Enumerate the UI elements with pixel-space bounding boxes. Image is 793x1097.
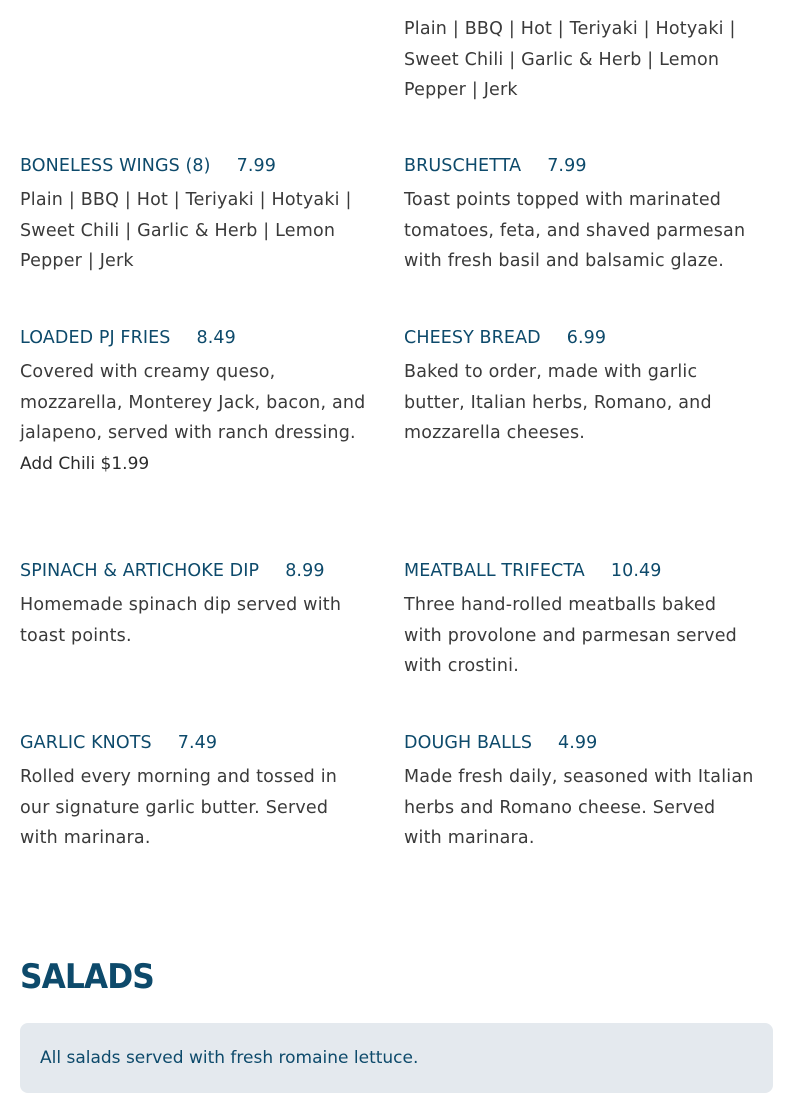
menu-item-description: Covered with creamy queso, mozzarella, Monterey Jack, bacon, and jalapeno, served with ranch dressing. (20, 362, 366, 444)
menu-item-bruschetta (404, 155, 754, 277)
section-title-salads: SALADS (20, 957, 154, 997)
menu-item-description: Plain | BBQ | Hot | Teriyaki | Hotyaki | Sweet Chili | Garlic & Herb | Lemon Pepper | Jerk (20, 190, 352, 272)
menu-item-header (20, 327, 370, 349)
menu-item-header (404, 155, 754, 177)
menu-item-description: Made fresh daily, seasoned with Italian herbs and Romano cheese. Served with marinara. (404, 767, 754, 849)
menu-item-price: 7.99 (236, 156, 276, 176)
menu-item-name: CHEESY BREAD (404, 328, 541, 348)
menu-item-name: BRUSCHETTA (404, 156, 522, 176)
menu-item-name: MEATBALL TRIFECTA (404, 561, 585, 581)
menu-item-price: 6.99 (566, 328, 607, 348)
menu-item-garlic-knots (20, 732, 370, 854)
menu-item-header (20, 560, 370, 582)
menu-item-name: LOADED PJ FRIES (20, 328, 171, 348)
menu-item-price: 10.49 (610, 561, 662, 581)
menu-item-name: BONELESS WINGS (8) (20, 156, 211, 176)
menu-item-header (20, 155, 370, 177)
menu-item-description: Rolled every morning and tossed in our signature garlic butter. Served with marinara. (20, 767, 338, 849)
menu-item-description: Toast points topped with marinated tomatoes, feta, and shaved parmesan with fresh basil and balsamic glaze. (404, 190, 746, 272)
menu-item-price: 8.49 (196, 328, 236, 348)
menu-item-description: Baked to order, made with garlic butter, Italian herbs, Romano, and mozzarella cheeses. (404, 362, 712, 444)
menu-item-price: 7.49 (177, 733, 218, 753)
menu-item-description: Plain | BBQ | Hot | Teriyaki | Hotyaki | Sweet Chili | Garlic & Herb | Lemon Pepper | Jerk (404, 19, 736, 101)
menu-item-description: Homemade spinach dip served with toast points. (20, 595, 342, 646)
menu-item-meatball-trifecta (404, 560, 754, 682)
menu-item-dough-balls (404, 732, 754, 854)
menu-item-spinach-artichoke-dip (20, 560, 370, 651)
menu-item-boneless-wings (20, 155, 370, 277)
menu-item-name: GARLIC KNOTS (20, 733, 152, 753)
menu-item-header (404, 732, 754, 754)
menu-item-header (404, 560, 754, 582)
menu-item-name: DOUGH BALLS (404, 733, 533, 753)
menu-item-price: 8.99 (285, 561, 325, 581)
menu-item-price: 7.99 (547, 156, 587, 176)
salads-note-text: All salads served with fresh romaine lettuce. (40, 1048, 419, 1068)
menu-item-continued (404, 14, 754, 106)
menu-item-addon: Add Chili $1.99 (20, 453, 150, 474)
menu-item-header (404, 327, 754, 349)
menu-item-loaded-pj-fries (20, 327, 370, 479)
menu-item-header (20, 732, 370, 754)
menu-item-description: Three hand-rolled meatballs baked with provolone and parmesan served with crostini. (404, 595, 737, 677)
salads-note (20, 1023, 773, 1093)
menu-item-price: 4.99 (558, 733, 598, 753)
menu-item-name: SPINACH & ARTICHOKE DIP (20, 561, 260, 581)
menu-item-cheesy-bread (404, 327, 754, 449)
